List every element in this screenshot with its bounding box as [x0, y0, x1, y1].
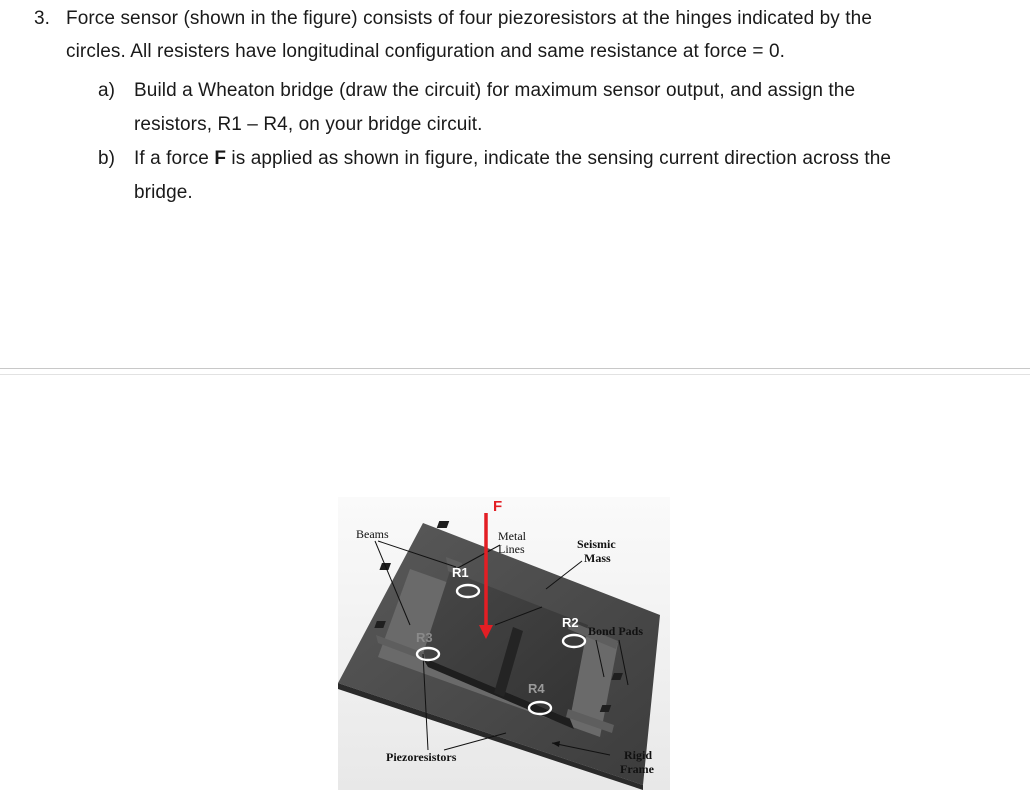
- seismic-mass-label-2: Mass: [584, 551, 611, 565]
- question-intro-line-2: circles. All resisters have longitudinal configuration and same resistance at force = 0.: [66, 41, 786, 62]
- part-b-line-1-post: is applied as shown in figure, indicate the sensing current direction across the: [226, 148, 892, 169]
- bond-pads-label: Bond Pads: [588, 624, 644, 638]
- part-b-force-symbol: F: [214, 148, 227, 169]
- part-a-label: a): [98, 80, 115, 101]
- beams-label: Beams: [356, 527, 389, 541]
- page-divider: [0, 368, 1030, 369]
- rigid-frame-label-1: Rigid: [624, 748, 653, 762]
- part-a-line-1: Build a Wheaton bridge (draw the circuit) for maximum sensor output, and assign the: [134, 80, 856, 101]
- metal-lines-label-1: Metal: [498, 529, 526, 543]
- piezoresistors-label: Piezoresistors: [386, 750, 457, 764]
- seismic-mass-label-1: Seismic: [577, 537, 616, 551]
- part-b-line-1: [134, 148, 891, 170]
- part-a-line-2: resistors, R1 – R4, on your bridge circuit.: [134, 114, 483, 135]
- r2-label: R2: [562, 615, 579, 630]
- force-sensor-figure: [338, 497, 670, 790]
- question-number: 3.: [34, 8, 50, 29]
- metal-lines-label-2: Lines: [498, 542, 525, 556]
- r3-label: R3: [416, 630, 433, 645]
- part-b-label: b): [98, 148, 115, 169]
- r4-label: R4: [528, 681, 545, 696]
- question-intro-line-1: Force sensor (shown in the figure) consists of four piezoresistors at the hinges indicated by the: [66, 8, 872, 29]
- part-b-line-1-pre: If a force: [134, 148, 215, 169]
- force-label: F: [493, 498, 503, 515]
- r1-label: R1: [452, 565, 469, 580]
- part-b-line-2: bridge.: [134, 182, 193, 203]
- page-divider-shadow: [0, 374, 1030, 375]
- rigid-frame-label-2: Frame: [620, 762, 654, 776]
